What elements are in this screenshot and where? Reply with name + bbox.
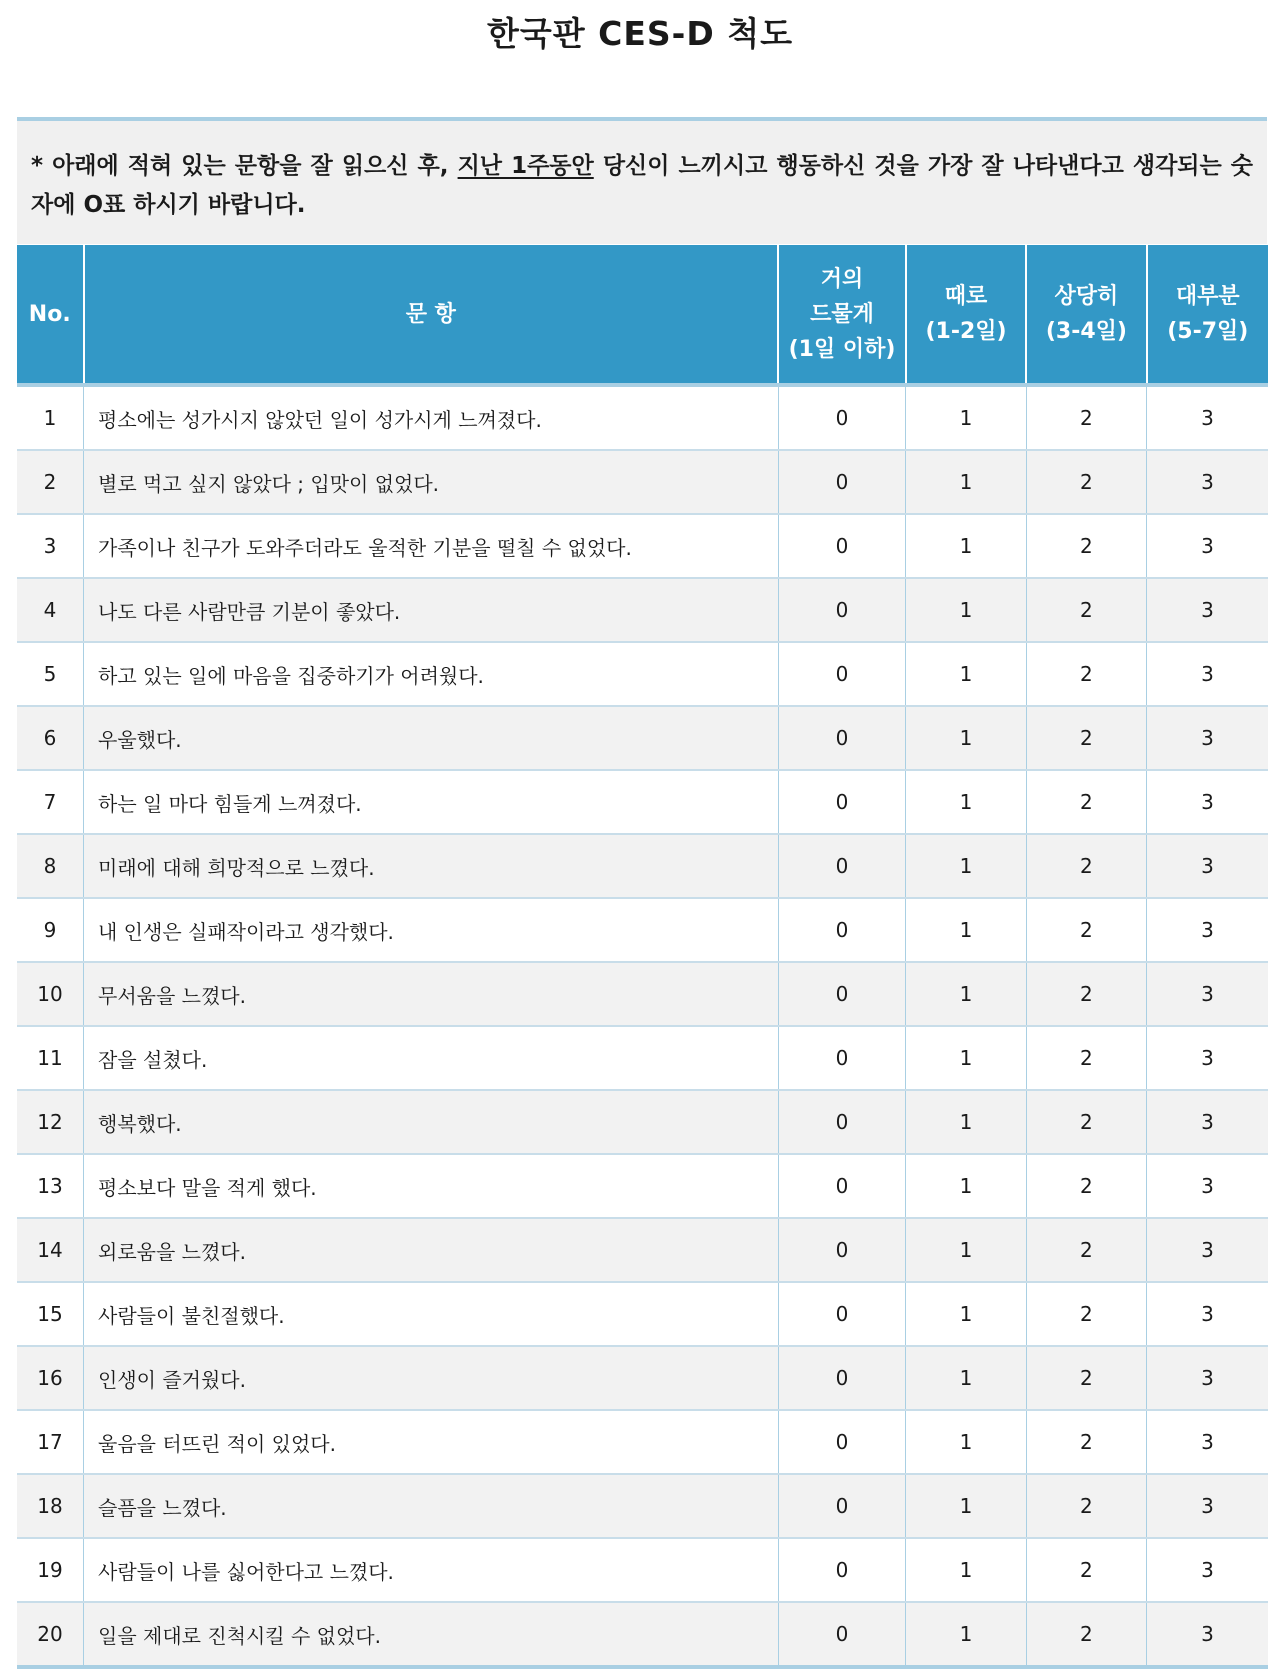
row-item-text: 미래에 대해 희망적으로 느꼈다.: [84, 834, 779, 898]
score-option-0[interactable]: 0: [778, 1090, 906, 1154]
row-number: 15: [17, 1282, 84, 1346]
score-option-2[interactable]: 2: [1026, 578, 1146, 642]
score-option-0[interactable]: 0: [778, 770, 906, 834]
header-rarely-line3: (1일 이하): [788, 336, 896, 362]
row-number: 13: [17, 1154, 84, 1218]
score-option-3[interactable]: 3: [1147, 1538, 1268, 1602]
score-option-3[interactable]: 3: [1147, 1090, 1268, 1154]
score-option-0[interactable]: 0: [778, 578, 906, 642]
score-option-2[interactable]: 2: [1026, 1538, 1146, 1602]
score-option-0[interactable]: 0: [778, 385, 906, 450]
score-option-0[interactable]: 0: [778, 1602, 906, 1667]
score-option-1[interactable]: 1: [906, 1474, 1026, 1538]
score-option-1[interactable]: 1: [906, 834, 1026, 898]
table-body: [17, 385, 1268, 1667]
row-number: 3: [17, 514, 84, 578]
score-option-1[interactable]: 1: [906, 706, 1026, 770]
score-option-1[interactable]: 1: [906, 642, 1026, 706]
row-number: 5: [17, 642, 84, 706]
header-mostly: [1147, 245, 1268, 385]
row-item-text: 울음을 터뜨린 적이 있었다.: [84, 1410, 779, 1474]
table-row: [17, 770, 1268, 834]
row-number: 7: [17, 770, 84, 834]
table-row: [17, 450, 1268, 514]
header-no: No.: [17, 245, 84, 385]
score-option-3[interactable]: 3: [1147, 1218, 1268, 1282]
score-option-3[interactable]: 3: [1147, 898, 1268, 962]
row-number: 2: [17, 450, 84, 514]
row-number: 17: [17, 1410, 84, 1474]
score-option-3[interactable]: 3: [1147, 514, 1268, 578]
score-option-1[interactable]: 1: [906, 450, 1026, 514]
score-option-3[interactable]: 3: [1147, 1410, 1268, 1474]
row-item-text: 별로 먹고 싶지 않았다 ; 입맛이 없었다.: [84, 450, 779, 514]
score-option-3[interactable]: 3: [1147, 834, 1268, 898]
score-option-2[interactable]: 2: [1026, 1218, 1146, 1282]
table-row: [17, 1282, 1268, 1346]
row-number: 11: [17, 1026, 84, 1090]
score-option-0[interactable]: 0: [778, 1282, 906, 1346]
table-row: [17, 578, 1268, 642]
score-option-2[interactable]: 2: [1026, 1282, 1146, 1346]
table-row: [17, 898, 1268, 962]
score-option-2[interactable]: 2: [1026, 1026, 1146, 1090]
score-option-2[interactable]: 2: [1026, 450, 1146, 514]
score-option-1[interactable]: 1: [906, 1218, 1026, 1282]
row-item-text: 하고 있는 일에 마음을 집중하기가 어려웠다.: [84, 642, 779, 706]
table-row: [17, 1090, 1268, 1154]
score-option-3[interactable]: 3: [1147, 962, 1268, 1026]
score-option-3[interactable]: 3: [1147, 642, 1268, 706]
row-number: 18: [17, 1474, 84, 1538]
score-option-2[interactable]: 2: [1026, 1154, 1146, 1218]
score-option-0[interactable]: 0: [778, 706, 906, 770]
score-option-1[interactable]: 1: [906, 1410, 1026, 1474]
ces-d-table: [17, 245, 1268, 1669]
score-option-0[interactable]: 0: [778, 898, 906, 962]
table-row: [17, 1474, 1268, 1538]
score-option-1[interactable]: 1: [906, 898, 1026, 962]
score-option-2[interactable]: 2: [1026, 1346, 1146, 1410]
score-option-0[interactable]: 0: [778, 962, 906, 1026]
row-item-text: 인생이 즐거웠다.: [84, 1346, 779, 1410]
score-option-3[interactable]: 3: [1147, 770, 1268, 834]
score-option-0[interactable]: 0: [778, 514, 906, 578]
row-number: 6: [17, 706, 84, 770]
row-number: 20: [17, 1602, 84, 1667]
row-item-text: 하는 일 마다 힘들게 느껴졌다.: [84, 770, 779, 834]
score-option-2[interactable]: 2: [1026, 770, 1146, 834]
header-sometimes-line1: 때로: [944, 284, 988, 309]
row-number: 12: [17, 1090, 84, 1154]
score-option-1[interactable]: 1: [906, 1602, 1026, 1667]
instruction-box: [17, 117, 1267, 244]
table-row: [17, 1026, 1268, 1090]
score-option-1[interactable]: 1: [906, 1346, 1026, 1410]
score-option-2[interactable]: 2: [1026, 1090, 1146, 1154]
score-option-1[interactable]: 1: [906, 1154, 1026, 1218]
score-option-1[interactable]: 1: [906, 514, 1026, 578]
score-option-1[interactable]: 1: [906, 1026, 1026, 1090]
score-option-1[interactable]: 1: [906, 1538, 1026, 1602]
header-sometimes: [906, 245, 1026, 385]
row-item-text: 사람들이 나를 싫어한다고 느꼈다.: [84, 1538, 779, 1602]
score-option-2[interactable]: 2: [1026, 706, 1146, 770]
score-option-2[interactable]: 2: [1026, 1474, 1146, 1538]
score-option-3[interactable]: 3: [1147, 385, 1268, 450]
header-item: 문 항: [84, 245, 779, 385]
header-rarely-line1: 거의: [820, 266, 864, 292]
header-often-line2: (3-4일): [1045, 319, 1127, 344]
table-row: [17, 1218, 1268, 1282]
row-item-text: 평소보다 말을 적게 했다.: [84, 1154, 779, 1218]
row-item-text: 행복했다.: [84, 1090, 779, 1154]
score-option-3[interactable]: 3: [1147, 1282, 1268, 1346]
score-option-3[interactable]: 3: [1147, 706, 1268, 770]
score-option-2[interactable]: 2: [1026, 385, 1146, 450]
row-number: 1: [17, 385, 84, 450]
row-number: 16: [17, 1346, 84, 1410]
table-row: [17, 706, 1268, 770]
score-option-3[interactable]: 3: [1147, 1154, 1268, 1218]
score-option-3[interactable]: 3: [1147, 450, 1268, 514]
score-option-0[interactable]: 0: [778, 1026, 906, 1090]
score-option-0[interactable]: 0: [778, 1474, 906, 1538]
row-item-text: 무서움을 느꼈다.: [84, 962, 779, 1026]
table-row: [17, 642, 1268, 706]
table-row: [17, 962, 1268, 1026]
score-option-0[interactable]: 0: [778, 1154, 906, 1218]
score-option-2[interactable]: 2: [1026, 1602, 1146, 1667]
table-row: [17, 1346, 1268, 1410]
instruction-prefix: * 아래에 적혀 있는 문항을 잘 읽으신 후,: [31, 153, 449, 179]
row-number: 14: [17, 1218, 84, 1282]
score-option-3[interactable]: 3: [1147, 1474, 1268, 1538]
row-item-text: 외로움을 느꼈다.: [84, 1218, 779, 1282]
header-mostly-line2: (5-7일): [1167, 319, 1249, 344]
score-option-0[interactable]: 0: [778, 1410, 906, 1474]
score-option-3[interactable]: 3: [1147, 578, 1268, 642]
score-option-3[interactable]: 3: [1147, 1602, 1268, 1667]
score-option-3[interactable]: 3: [1147, 1346, 1268, 1410]
instruction-period: 지난 1주동안: [457, 153, 594, 179]
table-row: [17, 1154, 1268, 1218]
header-often: [1026, 245, 1146, 385]
score-option-2[interactable]: 2: [1026, 642, 1146, 706]
header-sometimes-line2: (1-2일): [925, 319, 1007, 344]
row-item-text: 잠을 설쳤다.: [84, 1026, 779, 1090]
score-option-0[interactable]: 0: [778, 450, 906, 514]
row-number: 19: [17, 1538, 84, 1602]
score-option-0[interactable]: 0: [778, 1218, 906, 1282]
header-often-line1: 상당히: [1054, 284, 1119, 309]
row-item-text: 우울했다.: [84, 706, 779, 770]
score-option-1[interactable]: 1: [906, 770, 1026, 834]
table-header-row: [17, 245, 1268, 385]
row-number: 8: [17, 834, 84, 898]
row-item-text: 일을 제대로 진척시킬 수 없었다.: [84, 1602, 779, 1667]
score-option-0[interactable]: 0: [778, 1538, 906, 1602]
score-option-1[interactable]: 1: [906, 1282, 1026, 1346]
header-rarely-line2: 드물게: [810, 301, 874, 327]
score-option-1[interactable]: 1: [906, 1090, 1026, 1154]
page-title: 한국판 CES-D 척도: [487, 14, 793, 53]
table-row: [17, 1410, 1268, 1474]
score-option-0[interactable]: 0: [778, 1346, 906, 1410]
score-option-1[interactable]: 1: [906, 962, 1026, 1026]
row-item-text: 평소에는 성가시지 않았던 일이 성가시게 느껴졌다.: [84, 385, 779, 450]
score-option-3[interactable]: 3: [1147, 1026, 1268, 1090]
header-rarely: [778, 245, 906, 385]
score-option-0[interactable]: 0: [778, 642, 906, 706]
score-option-2[interactable]: 2: [1026, 1410, 1146, 1474]
instruction-suffix: 당신이 느끼시고 행동하신 것을 가장 잘 나타낸다고 생각되는 숫자에 O표 하시기 바랍니다.: [31, 153, 1254, 218]
score-option-2[interactable]: 2: [1026, 962, 1146, 1026]
score-option-0[interactable]: 0: [778, 834, 906, 898]
score-option-1[interactable]: 1: [906, 385, 1026, 450]
row-number: 9: [17, 898, 84, 962]
row-item-text: 슬픔을 느꼈다.: [84, 1474, 779, 1538]
table-row: [17, 1602, 1268, 1667]
row-item-text: 내 인생은 실패작이라고 생각했다.: [84, 898, 779, 962]
table-row: [17, 514, 1268, 578]
score-option-2[interactable]: 2: [1026, 834, 1146, 898]
table-row: [17, 834, 1268, 898]
row-item-text: 가족이나 친구가 도와주더라도 울적한 기분을 떨칠 수 없었다.: [84, 514, 779, 578]
table-row: [17, 1538, 1268, 1602]
row-number: 10: [17, 962, 84, 1026]
table-row: [17, 385, 1268, 450]
score-option-2[interactable]: 2: [1026, 514, 1146, 578]
header-mostly-line1: 대부분: [1175, 284, 1240, 309]
score-option-2[interactable]: 2: [1026, 898, 1146, 962]
score-option-1[interactable]: 1: [906, 578, 1026, 642]
row-number: 4: [17, 578, 84, 642]
row-item-text: 사람들이 불친절했다.: [84, 1282, 779, 1346]
row-item-text: 나도 다른 사람만큼 기분이 좋았다.: [84, 578, 779, 642]
